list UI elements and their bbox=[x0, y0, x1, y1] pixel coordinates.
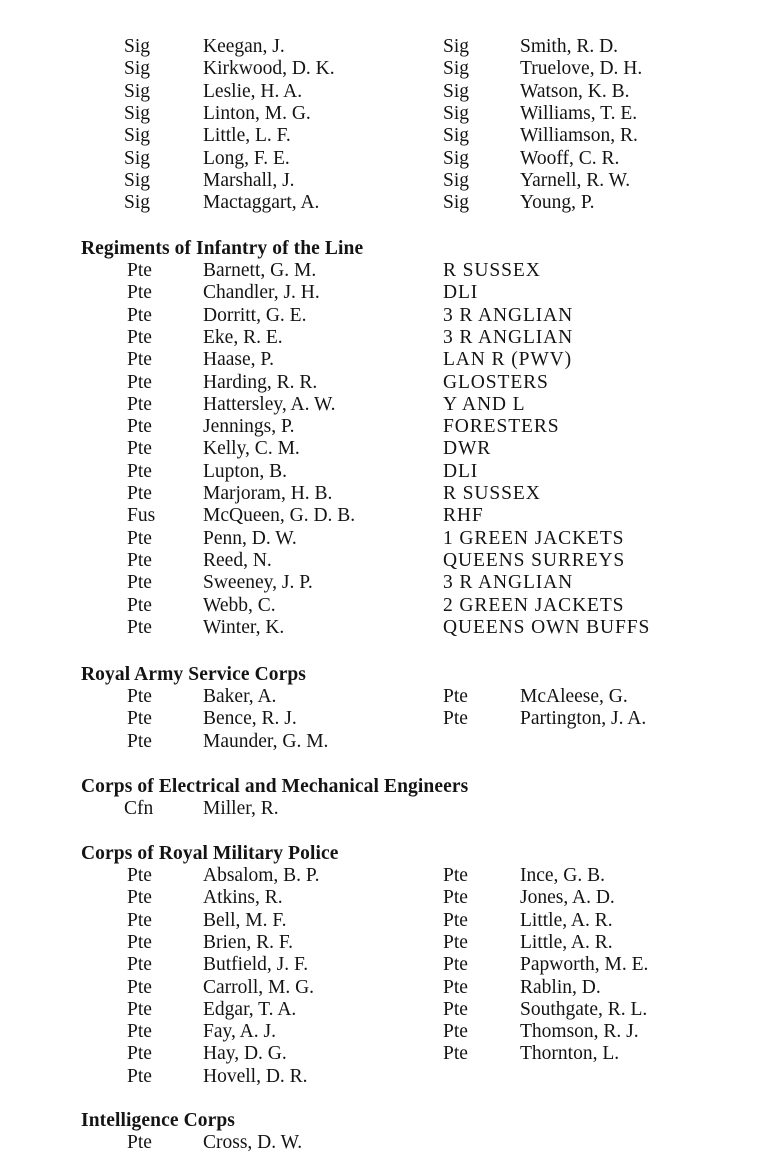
rank-label: Pte bbox=[127, 349, 152, 371]
rank-label: Pte bbox=[127, 572, 152, 594]
rank-label: Pte bbox=[443, 887, 468, 909]
section-heading: Regiments of Infantry of the Line bbox=[81, 238, 364, 259]
person-name: Maunder, G. M. bbox=[203, 730, 329, 752]
roll-entry-row bbox=[0, 999, 780, 1021]
section-heading: Corps of Royal Military Police bbox=[81, 843, 339, 864]
roll-entry-row bbox=[0, 954, 780, 976]
person-name: Sweeney, J. P. bbox=[203, 572, 313, 594]
regiment-name: LAN R (PWV) bbox=[443, 349, 573, 371]
rank-label: Pte bbox=[127, 527, 152, 549]
person-name: Bell, M. F. bbox=[203, 909, 287, 931]
person-name: Jennings, P. bbox=[203, 416, 295, 438]
roll-entry-row bbox=[0, 798, 780, 820]
roll-entry-row bbox=[0, 617, 780, 639]
roll-entry-row bbox=[0, 910, 780, 932]
regiment-name: 3 R ANGLIAN bbox=[443, 326, 574, 348]
person-name: Yarnell, R. W. bbox=[520, 169, 631, 191]
roll-entry-row bbox=[0, 103, 780, 125]
roll-entry-row bbox=[0, 572, 780, 594]
regiment-name: DLI bbox=[443, 460, 479, 482]
roll-entry-row bbox=[0, 394, 780, 416]
person-name: Miller, R. bbox=[203, 798, 279, 819]
regiment-name: Y AND L bbox=[443, 393, 526, 415]
regiment-name: FORESTERS bbox=[443, 416, 560, 438]
roll-entry-row bbox=[0, 349, 780, 371]
rank-label: Sig bbox=[124, 58, 151, 80]
roll-entry-row bbox=[0, 977, 780, 999]
regiment-name: QUEENS SURREYS bbox=[443, 549, 626, 571]
regiment-name: R SUSSEX bbox=[443, 260, 541, 281]
rank-label: Sig bbox=[443, 36, 470, 57]
roll-entry-row bbox=[0, 550, 780, 572]
person-name: Hay, D. G. bbox=[203, 1043, 287, 1065]
person-name: Truelove, D. H. bbox=[520, 58, 643, 80]
roll-entry-row bbox=[0, 505, 780, 527]
rank-label: Pte bbox=[443, 976, 468, 998]
roll-entry-row bbox=[0, 305, 780, 327]
person-name: Harding, R. R. bbox=[203, 371, 318, 393]
rank-label: Pte bbox=[127, 686, 152, 707]
roll-entry-row bbox=[0, 170, 780, 192]
roll-entry-row bbox=[0, 1066, 780, 1088]
rank-label: Sig bbox=[124, 147, 151, 169]
person-name: Atkins, R. bbox=[203, 887, 283, 909]
person-name: Partington, J. A. bbox=[520, 708, 647, 730]
roll-entry-row bbox=[0, 372, 780, 394]
roll-entry-row bbox=[0, 595, 780, 617]
rank-label: Pte bbox=[127, 594, 152, 616]
person-name: Bence, R. J. bbox=[203, 708, 297, 730]
rank-label: Sig bbox=[443, 58, 470, 80]
person-name: Smith, R. D. bbox=[520, 36, 619, 57]
regiment-name: 3 R ANGLIAN bbox=[443, 304, 574, 326]
regiment-name: GLOSTERS bbox=[443, 371, 549, 393]
person-name: Keegan, J. bbox=[203, 36, 285, 57]
roll-entry-row bbox=[0, 36, 780, 58]
rank-label: Pte bbox=[127, 1043, 152, 1065]
roll-entry-row bbox=[0, 58, 780, 80]
roll-entry-row bbox=[0, 148, 780, 170]
person-name: Linton, M. G. bbox=[203, 102, 311, 124]
rank-label: Sig bbox=[124, 80, 151, 102]
person-name: Young, P. bbox=[520, 192, 595, 214]
regiment-name: RHF bbox=[443, 505, 484, 527]
rank-label: Sig bbox=[124, 36, 151, 57]
roll-entry-row bbox=[0, 192, 780, 214]
rank-label: Pte bbox=[127, 460, 152, 482]
person-name: Leslie, H. A. bbox=[203, 80, 303, 102]
roll-entry-row bbox=[0, 81, 780, 103]
person-name: Marjoram, H. B. bbox=[203, 483, 333, 504]
person-name: McAleese, G. bbox=[520, 686, 628, 707]
person-name: Jones, A. D. bbox=[520, 887, 615, 909]
person-name: Reed, N. bbox=[203, 549, 272, 571]
person-name: Lupton, B. bbox=[203, 460, 287, 482]
rank-label: Sig bbox=[124, 169, 151, 191]
rank-label: Pte bbox=[127, 931, 152, 953]
rank-label: Pte bbox=[127, 616, 152, 638]
roll-entry-row bbox=[0, 528, 780, 550]
person-name: Baker, A. bbox=[203, 686, 277, 707]
person-name: McQueen, G. D. B. bbox=[203, 505, 356, 527]
rank-label: Pte bbox=[443, 954, 468, 976]
rank-label: Pte bbox=[443, 998, 468, 1020]
roll-entry-row bbox=[0, 1043, 780, 1065]
rank-label: Pte bbox=[127, 1065, 152, 1087]
person-name: Papworth, M. E. bbox=[520, 954, 649, 976]
roll-entry-row bbox=[0, 686, 780, 708]
person-name: Ince, G. B. bbox=[520, 865, 606, 886]
roll-entry-row bbox=[0, 461, 780, 483]
person-name: Long, F. E. bbox=[203, 147, 290, 169]
regiment-name: DLI bbox=[443, 282, 479, 304]
roll-entry-row bbox=[0, 327, 780, 349]
section-heading: Royal Army Service Corps bbox=[81, 664, 306, 685]
regiment-name: 2 GREEN JACKETS bbox=[443, 594, 625, 616]
person-name: Fay, A. J. bbox=[203, 1021, 276, 1043]
regiment-name: 3 R ANGLIAN bbox=[443, 572, 574, 594]
rank-label: Pte bbox=[127, 304, 152, 326]
rank-label: Sig bbox=[443, 169, 470, 191]
person-name: Little, A. R. bbox=[520, 931, 613, 953]
person-name: Kirkwood, D. K. bbox=[203, 58, 335, 80]
person-name: Thornton, L. bbox=[520, 1043, 620, 1065]
section-heading: Intelligence Corps bbox=[81, 1110, 235, 1131]
rank-label: Pte bbox=[127, 1132, 152, 1153]
rank-label: Pte bbox=[443, 1021, 468, 1043]
rank-label: Cfn bbox=[124, 798, 154, 819]
roll-entry-row bbox=[0, 708, 780, 730]
rank-label: Sig bbox=[124, 102, 151, 124]
roll-entry-row bbox=[0, 887, 780, 909]
person-name: Carroll, M. G. bbox=[203, 976, 315, 998]
rank-label: Pte bbox=[127, 438, 152, 460]
rank-label: Pte bbox=[127, 909, 152, 931]
rank-label: Sig bbox=[124, 192, 151, 214]
person-name: Winter, K. bbox=[203, 616, 285, 638]
person-name: Hovell, D. R. bbox=[203, 1065, 308, 1087]
person-name: Little, L. F. bbox=[203, 125, 291, 147]
person-name: Haase, P. bbox=[203, 349, 274, 371]
person-name: Cross, D. W. bbox=[203, 1132, 303, 1153]
roll-entry-row bbox=[0, 260, 780, 282]
regiment-name: R SUSSEX bbox=[443, 483, 541, 504]
person-name: Dorritt, G. E. bbox=[203, 304, 307, 326]
person-name: Marshall, J. bbox=[203, 169, 295, 191]
person-name: Mactaggart, A. bbox=[203, 192, 320, 214]
person-name: Webb, C. bbox=[203, 594, 276, 616]
person-name: Little, A. R. bbox=[520, 909, 613, 931]
person-name: Brien, R. F. bbox=[203, 931, 293, 953]
person-name: Absalom, B. P. bbox=[203, 865, 320, 886]
person-name: Williamson, R. bbox=[520, 125, 638, 147]
rank-label: Sig bbox=[443, 80, 470, 102]
rank-label: Pte bbox=[443, 1043, 468, 1065]
person-name: Edgar, T. A. bbox=[203, 998, 297, 1020]
person-name: Watson, K. B. bbox=[520, 80, 630, 102]
rank-label: Pte bbox=[127, 954, 152, 976]
person-name: Barnett, G. M. bbox=[203, 260, 317, 281]
person-name: Butfield, J. F. bbox=[203, 954, 309, 976]
person-name: Chandler, J. H. bbox=[203, 282, 320, 304]
rank-label: Pte bbox=[127, 282, 152, 304]
roll-entry-row bbox=[0, 483, 780, 505]
rank-label: Pte bbox=[127, 865, 152, 886]
person-name: Southgate, R. L. bbox=[520, 998, 648, 1020]
rank-label: Sig bbox=[443, 147, 470, 169]
rank-label: Pte bbox=[127, 1021, 152, 1043]
regiment-name: 1 GREEN JACKETS bbox=[443, 527, 625, 549]
rank-label: Sig bbox=[443, 125, 470, 147]
roll-entry-row bbox=[0, 282, 780, 304]
roll-entry-row bbox=[0, 731, 780, 753]
person-name: Williams, T. E. bbox=[520, 102, 638, 124]
rank-label: Pte bbox=[443, 931, 468, 953]
rank-label: Pte bbox=[127, 730, 152, 752]
rank-label: Pte bbox=[443, 909, 468, 931]
rank-label: Pte bbox=[127, 371, 152, 393]
rank-label: Pte bbox=[127, 708, 152, 730]
rank-label: Pte bbox=[127, 416, 152, 438]
rank-label: Sig bbox=[124, 125, 151, 147]
rank-label: Sig bbox=[443, 192, 470, 214]
person-name: Penn, D. W. bbox=[203, 527, 297, 549]
rank-label: Sig bbox=[443, 102, 470, 124]
person-name: Thomson, R. J. bbox=[520, 1021, 639, 1043]
person-name: Rablin, D. bbox=[520, 976, 601, 998]
section-heading: Corps of Electrical and Mechanical Engineers bbox=[81, 776, 469, 797]
rank-label: Pte bbox=[127, 393, 152, 415]
rank-label: Pte bbox=[127, 998, 152, 1020]
rank-label: Pte bbox=[127, 549, 152, 571]
regiment-name: DWR bbox=[443, 438, 492, 460]
roll-entry-row bbox=[0, 438, 780, 460]
person-name: Hattersley, A. W. bbox=[203, 393, 336, 415]
person-name: Eke, R. E. bbox=[203, 326, 283, 348]
person-name: Kelly, C. M. bbox=[203, 438, 300, 460]
rank-label: Pte bbox=[127, 976, 152, 998]
rank-label: Pte bbox=[127, 260, 152, 281]
rank-label: Pte bbox=[443, 865, 468, 886]
rank-label: Pte bbox=[443, 686, 468, 707]
rank-label: Pte bbox=[443, 708, 468, 730]
roll-entry-row bbox=[0, 125, 780, 147]
roll-entry-row bbox=[0, 416, 780, 438]
rank-label: Pte bbox=[127, 887, 152, 909]
rank-label: Pte bbox=[127, 483, 152, 504]
roll-entry-row bbox=[0, 1132, 780, 1154]
rank-label: Pte bbox=[127, 326, 152, 348]
roll-entry-row bbox=[0, 1021, 780, 1043]
regiment-name: QUEENS OWN BUFFS bbox=[443, 616, 651, 638]
person-name: Wooff, C. R. bbox=[520, 147, 620, 169]
rank-label: Fus bbox=[127, 505, 156, 527]
roll-entry-row bbox=[0, 865, 780, 887]
roll-entry-row bbox=[0, 932, 780, 954]
